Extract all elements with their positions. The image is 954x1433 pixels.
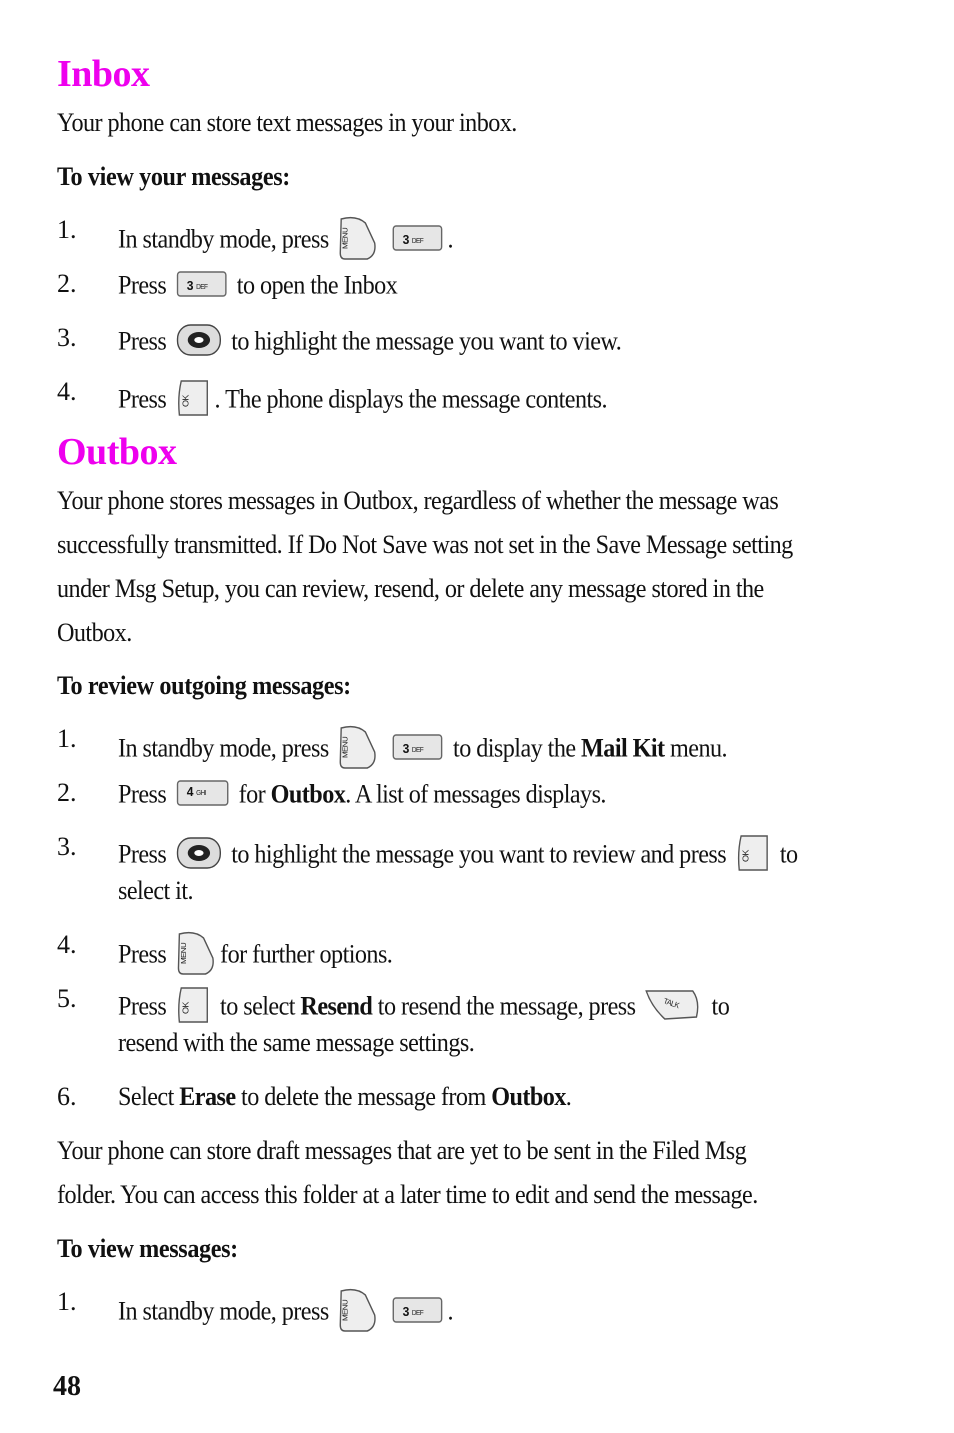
svg-text:OK: OK xyxy=(740,850,751,862)
inbox-step1 xyxy=(118,215,453,268)
outbox-step3-line2: select it. xyxy=(118,876,193,905)
outbox-intro-line3: under Msg Setup, you can review, resend, or delete any message stored in the xyxy=(57,574,764,603)
svg-text:4: 4 xyxy=(186,784,193,800)
svg-text:3: 3 xyxy=(186,278,193,294)
outbox-step3 xyxy=(118,832,798,881)
outbox-step5 xyxy=(118,984,729,1033)
outbox-label: Outbox xyxy=(491,1082,566,1111)
inbox-step3 xyxy=(118,323,621,364)
step-text: to xyxy=(779,839,798,869)
svg-text:OK: OK xyxy=(180,1002,191,1014)
inbox-subhead: To view your messages: xyxy=(57,162,290,191)
outbox-heading: Outbox xyxy=(57,431,177,473)
inbox-step2 xyxy=(118,269,397,306)
outbox-step4-number: 4. xyxy=(57,930,77,959)
ok-key-icon xyxy=(175,377,210,426)
outbox-label: Outbox xyxy=(270,779,346,809)
step-text: . xyxy=(447,1296,454,1326)
svg-text:3: 3 xyxy=(402,1304,410,1320)
step-text: . xyxy=(565,1082,572,1111)
outbox-subhead: To review outgoing messages: xyxy=(57,671,351,700)
step-text: for xyxy=(238,779,266,809)
outbox-step1-number: 1. xyxy=(57,724,77,753)
filed-step1 xyxy=(118,1287,453,1340)
menu-key-icon xyxy=(175,930,216,983)
inbox-step4-number: 4. xyxy=(57,377,77,406)
outbox-intro-line2: successfully transmitted. If Do Not Save was not set in the Save Message setting xyxy=(57,530,793,559)
step-text: to open the Inbox xyxy=(236,270,398,300)
inbox-step1-number: 1. xyxy=(57,215,77,244)
mail-kit-label: Mail Kit xyxy=(581,733,665,763)
outbox-step2 xyxy=(118,778,606,815)
step-text: to highlight the message you want to view. xyxy=(231,326,622,356)
inbox-heading: Inbox xyxy=(57,53,150,95)
inbox-step4 xyxy=(118,377,607,426)
outbox-step6-number: 6. xyxy=(57,1082,77,1111)
nav-key-icon xyxy=(175,323,222,364)
menu-key-icon xyxy=(338,724,379,777)
inbox-intro: Your phone can store text messages in your inbox. xyxy=(57,108,517,137)
nav-key-icon xyxy=(175,836,222,877)
three-def-key-icon xyxy=(392,732,444,769)
filed-intro-line1: Your phone can store draft messages that are yet to be sent in the Filed Msg xyxy=(57,1136,747,1165)
svg-text:GHI: GHI xyxy=(195,789,206,798)
svg-text:OK: OK xyxy=(180,395,191,407)
step-text: Press xyxy=(118,270,167,300)
svg-text:DEF: DEF xyxy=(195,283,208,292)
step-text: . A list of messages displays. xyxy=(345,779,606,809)
step-text: to highlight the message you want to review and press xyxy=(231,839,727,869)
step-text: Press xyxy=(118,779,167,809)
svg-text:3: 3 xyxy=(402,741,410,757)
outbox-step3-number: 3. xyxy=(57,832,77,861)
step-text: In standby mode, press xyxy=(118,1296,329,1326)
menu-key-icon xyxy=(338,1287,379,1340)
three-def-key-icon xyxy=(175,269,227,306)
inbox-step3-number: 3. xyxy=(57,323,77,352)
svg-text:DEF: DEF xyxy=(412,1309,424,1318)
filed-subhead: To view messages: xyxy=(57,1234,238,1263)
filed-intro-line2: folder. You can access this folder at a later time to edit and send the message. xyxy=(57,1180,758,1209)
step-text: Press xyxy=(118,839,167,869)
three-def-key-icon xyxy=(392,1295,444,1332)
outbox-step1 xyxy=(118,724,727,777)
three-def-key-icon xyxy=(392,223,444,260)
resend-label: Resend xyxy=(300,991,373,1021)
outbox-intro-line4: Outbox. xyxy=(57,618,132,647)
step-text: Press xyxy=(118,939,167,969)
step-text: to delete the message from xyxy=(241,1082,486,1111)
svg-text:MENU: MENU xyxy=(178,942,188,964)
step-text: In standby mode, press xyxy=(118,224,329,254)
step-text: Press xyxy=(118,991,167,1021)
step-text: to display the xyxy=(453,733,576,763)
step-text: Press xyxy=(118,326,167,356)
menu-key-icon xyxy=(338,215,379,268)
step-text: Select xyxy=(118,1082,174,1111)
step-text: to resend the message, press xyxy=(377,991,636,1021)
svg-text:DEF: DEF xyxy=(412,237,424,246)
step-text: . xyxy=(447,224,454,254)
outbox-step5-line2: resend with the same message settings. xyxy=(118,1028,475,1057)
svg-text:TALK: TALK xyxy=(662,996,681,1011)
outbox-step4 xyxy=(118,930,392,983)
step-text: for further options. xyxy=(220,939,393,969)
step-text: menu. xyxy=(670,733,728,763)
step-text: Press xyxy=(118,384,167,414)
erase-label: Erase xyxy=(179,1082,236,1111)
ok-key-icon xyxy=(735,832,770,881)
svg-text:MENU: MENU xyxy=(341,736,351,758)
talk-key-icon xyxy=(645,987,703,1030)
ok-key-icon xyxy=(175,984,210,1033)
four-ghi-key-icon xyxy=(175,778,229,815)
outbox-intro-line1: Your phone stores messages in Outbox, regardless of whether the message was xyxy=(57,486,779,515)
step-text: to select xyxy=(220,991,295,1021)
outbox-step6 xyxy=(118,1082,571,1112)
svg-text:MENU: MENU xyxy=(341,1299,351,1321)
svg-text:DEF: DEF xyxy=(412,746,424,755)
step-text: to xyxy=(711,991,730,1021)
step-text: . The phone displays the message contents. xyxy=(214,384,608,414)
step-text: In standby mode, press xyxy=(118,733,329,763)
outbox-step5-number: 5. xyxy=(57,984,77,1013)
page-number: 48 xyxy=(53,1371,81,1402)
outbox-step2-number: 2. xyxy=(57,778,77,807)
svg-text:MENU: MENU xyxy=(341,227,351,249)
filed-step1-number: 1. xyxy=(57,1287,77,1316)
inbox-step2-number: 2. xyxy=(57,269,77,298)
svg-text:3: 3 xyxy=(402,232,410,248)
